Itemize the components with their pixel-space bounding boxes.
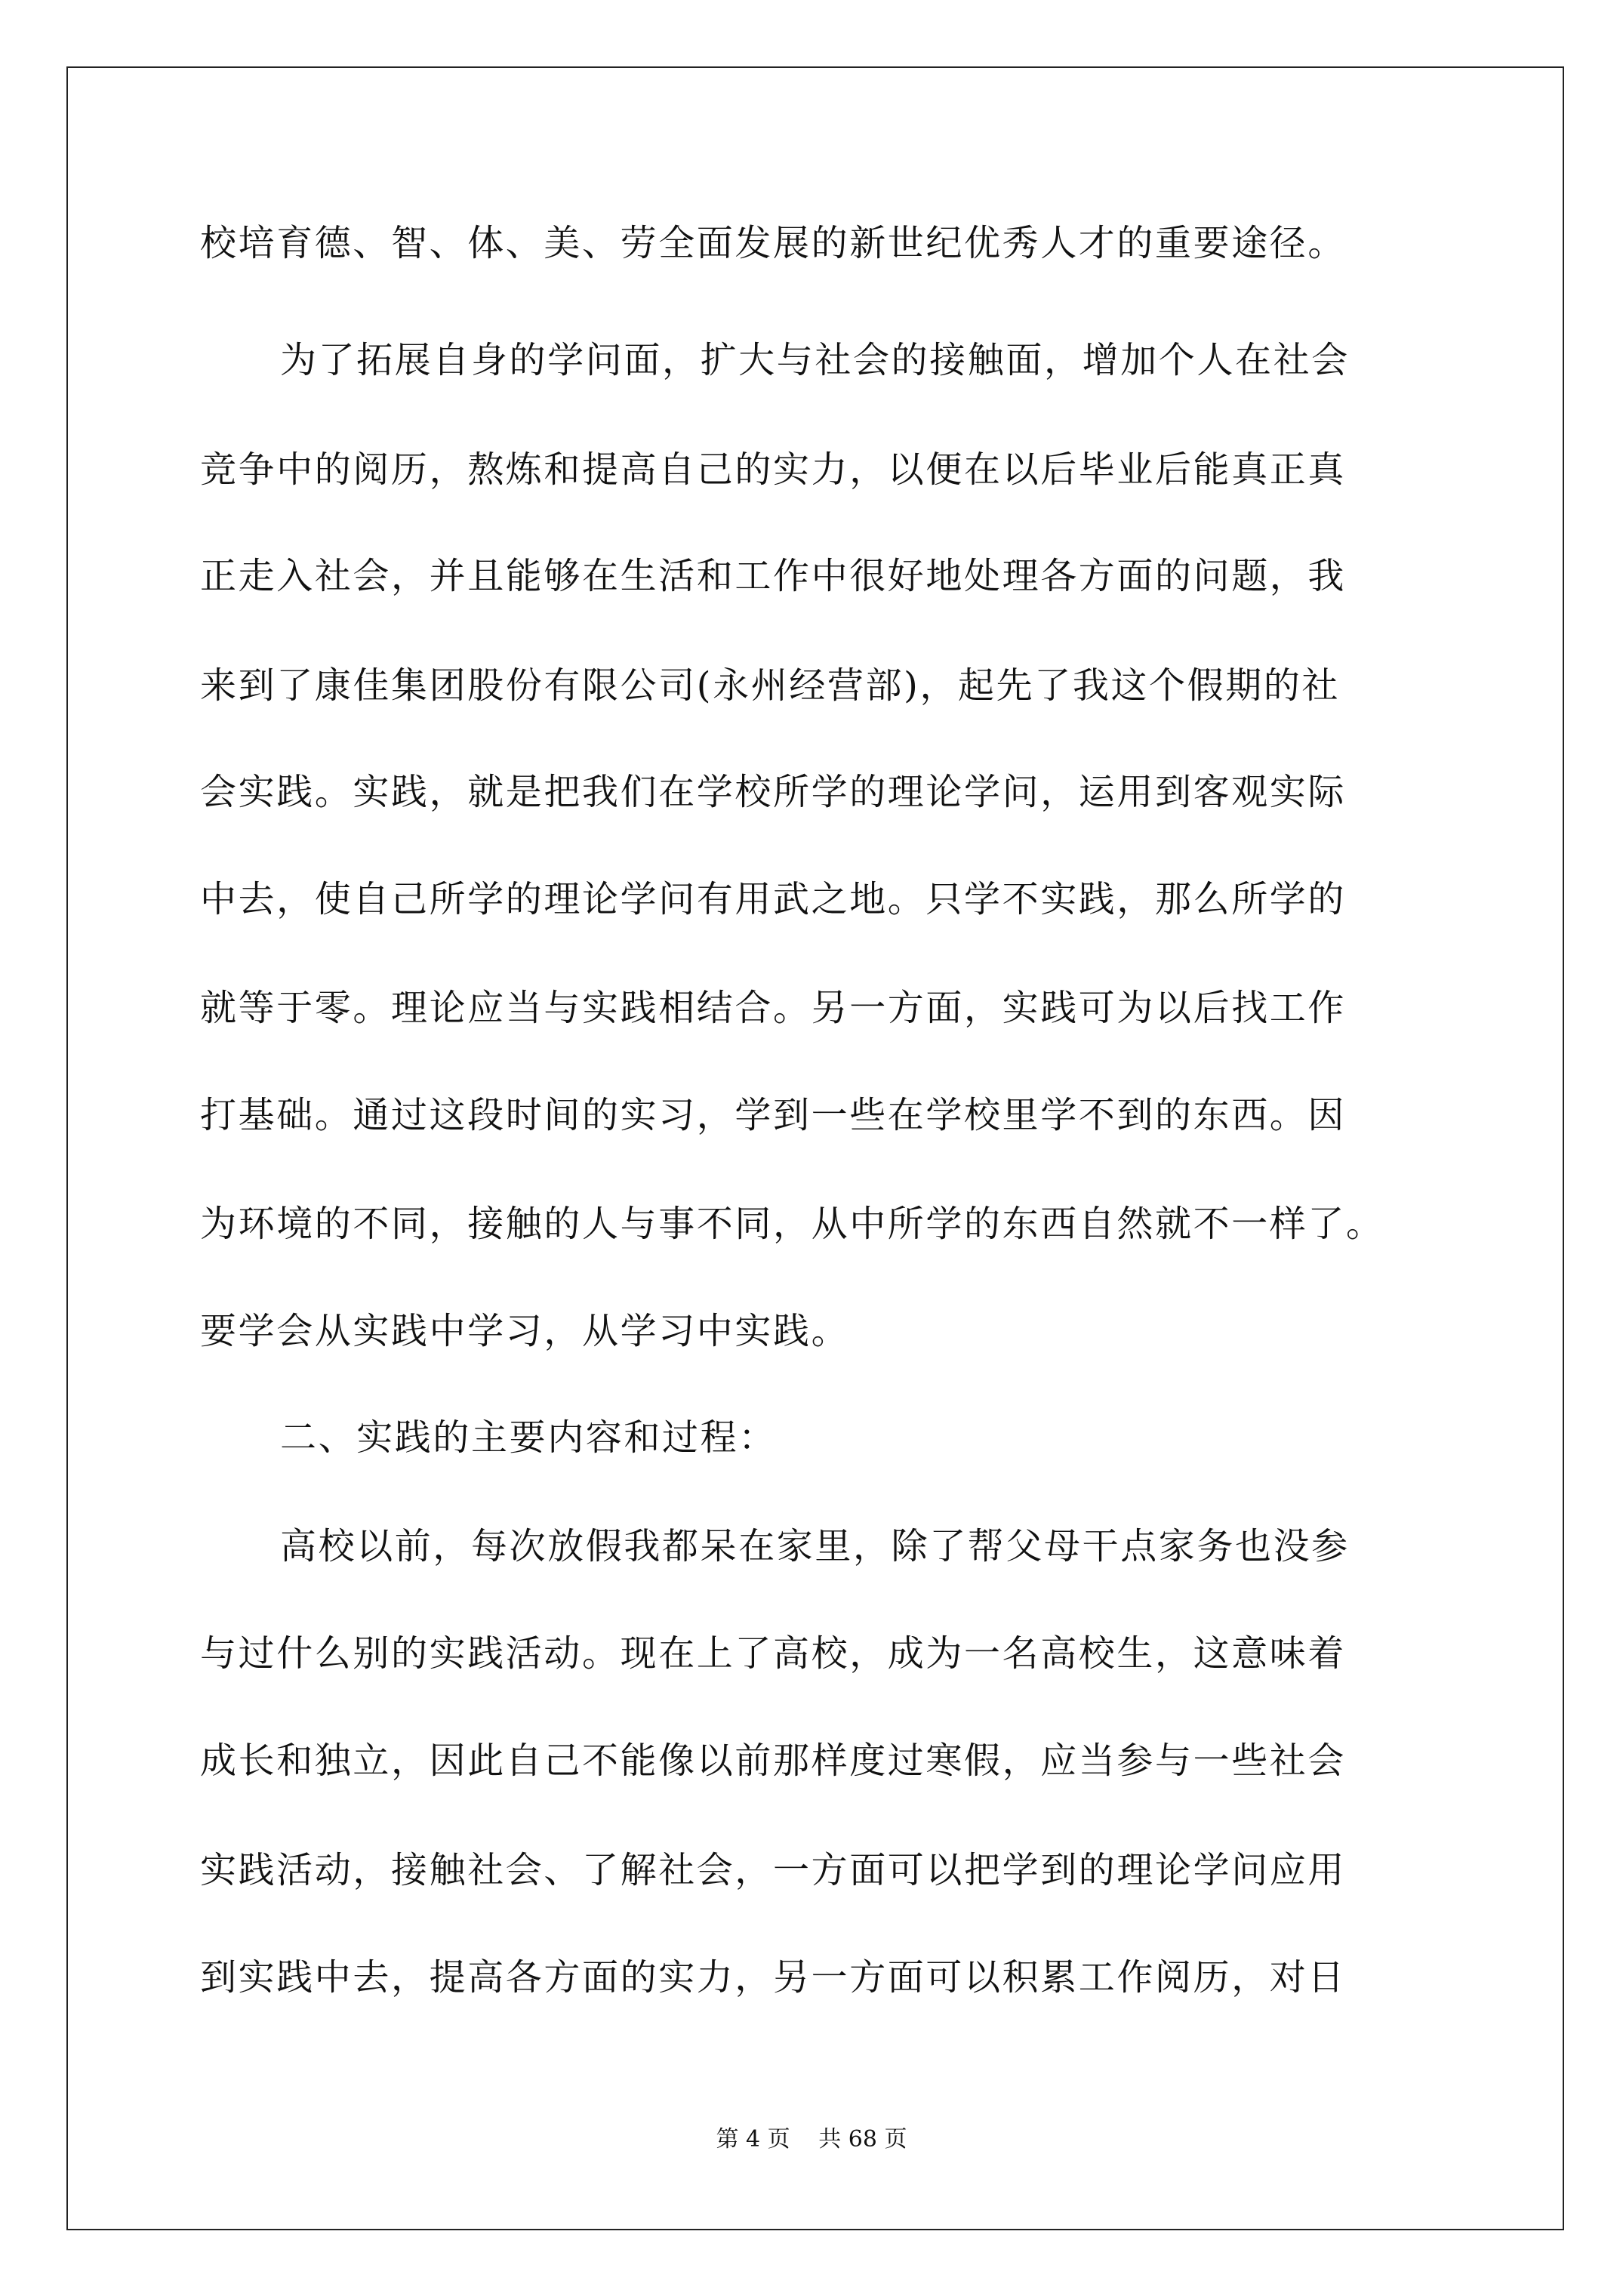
paragraph-line: 实践活动，接触社会、了解社会，一方面可以把学到的理论学问应用 (200, 1849, 1347, 1891)
paragraph-line: 会实践。实践，就是把我们在学校所学的理论学问，运用到客观实际 (200, 771, 1347, 813)
paragraph-line: 正走入社会，并且能够在生活和工作中很好地处理各方面的问题，我 (200, 555, 1347, 597)
paragraph-line: 要学会从实践中学习，从学习中实践。 (200, 1310, 850, 1352)
page-footer (0, 2125, 1623, 2155)
section-heading: 二、实践的主要内容和过程： (280, 1416, 777, 1459)
paragraph-line: 为了拓展自身的学问面，扩大与社会的接触面，增加个人在社会 (280, 339, 1350, 381)
page-number: 第 4 页 (716, 2126, 790, 2153)
paragraph-line: 到实践中去，提高各方面的实力，另一方面可以积累工作阅历，对日 (200, 1956, 1347, 1999)
page-frame (66, 66, 1564, 2230)
paragraph-line: 竞争中的阅历，熬炼和提高自己的实力，以便在以后毕业后能真正真 (200, 448, 1347, 491)
paragraph-line: 与过什么别的实践活动。现在上了高校，成为一名高校生，这意味着 (200, 1632, 1347, 1675)
paragraph-line: 成长和独立，因此自己不能像以前那样度过寒假，应当参与一些社会 (200, 1740, 1347, 1782)
paragraph-line: 校培育德、智、体、美、劳全面发展的新世纪优秀人才的重要途径。 (200, 222, 1347, 264)
page-total: 共 68 页 (818, 2126, 907, 2153)
paragraph-line: 来到了康佳集团股份有限公司(永州经营部)，起先了我这个假期的社 (200, 664, 1341, 707)
paragraph-line: 高校以前，每次放假我都呆在家里，除了帮父母干点家务也没参 (280, 1525, 1350, 1567)
paragraph-line: 打基础。通过这段时间的实习，学到一些在学校里学不到的东西。因 (200, 1094, 1347, 1136)
paragraph-line: 就等于零。理论应当与实践相结合。另一方面，实践可为以后找工作 (200, 987, 1347, 1029)
paragraph-line: 为环境的不同，接触的人与事不同，从中所学的东西自然就不一样了。 (200, 1203, 1384, 1245)
paragraph-line: 中去，使自己所学的理论学问有用武之地。只学不实践，那么所学的 (200, 878, 1347, 920)
